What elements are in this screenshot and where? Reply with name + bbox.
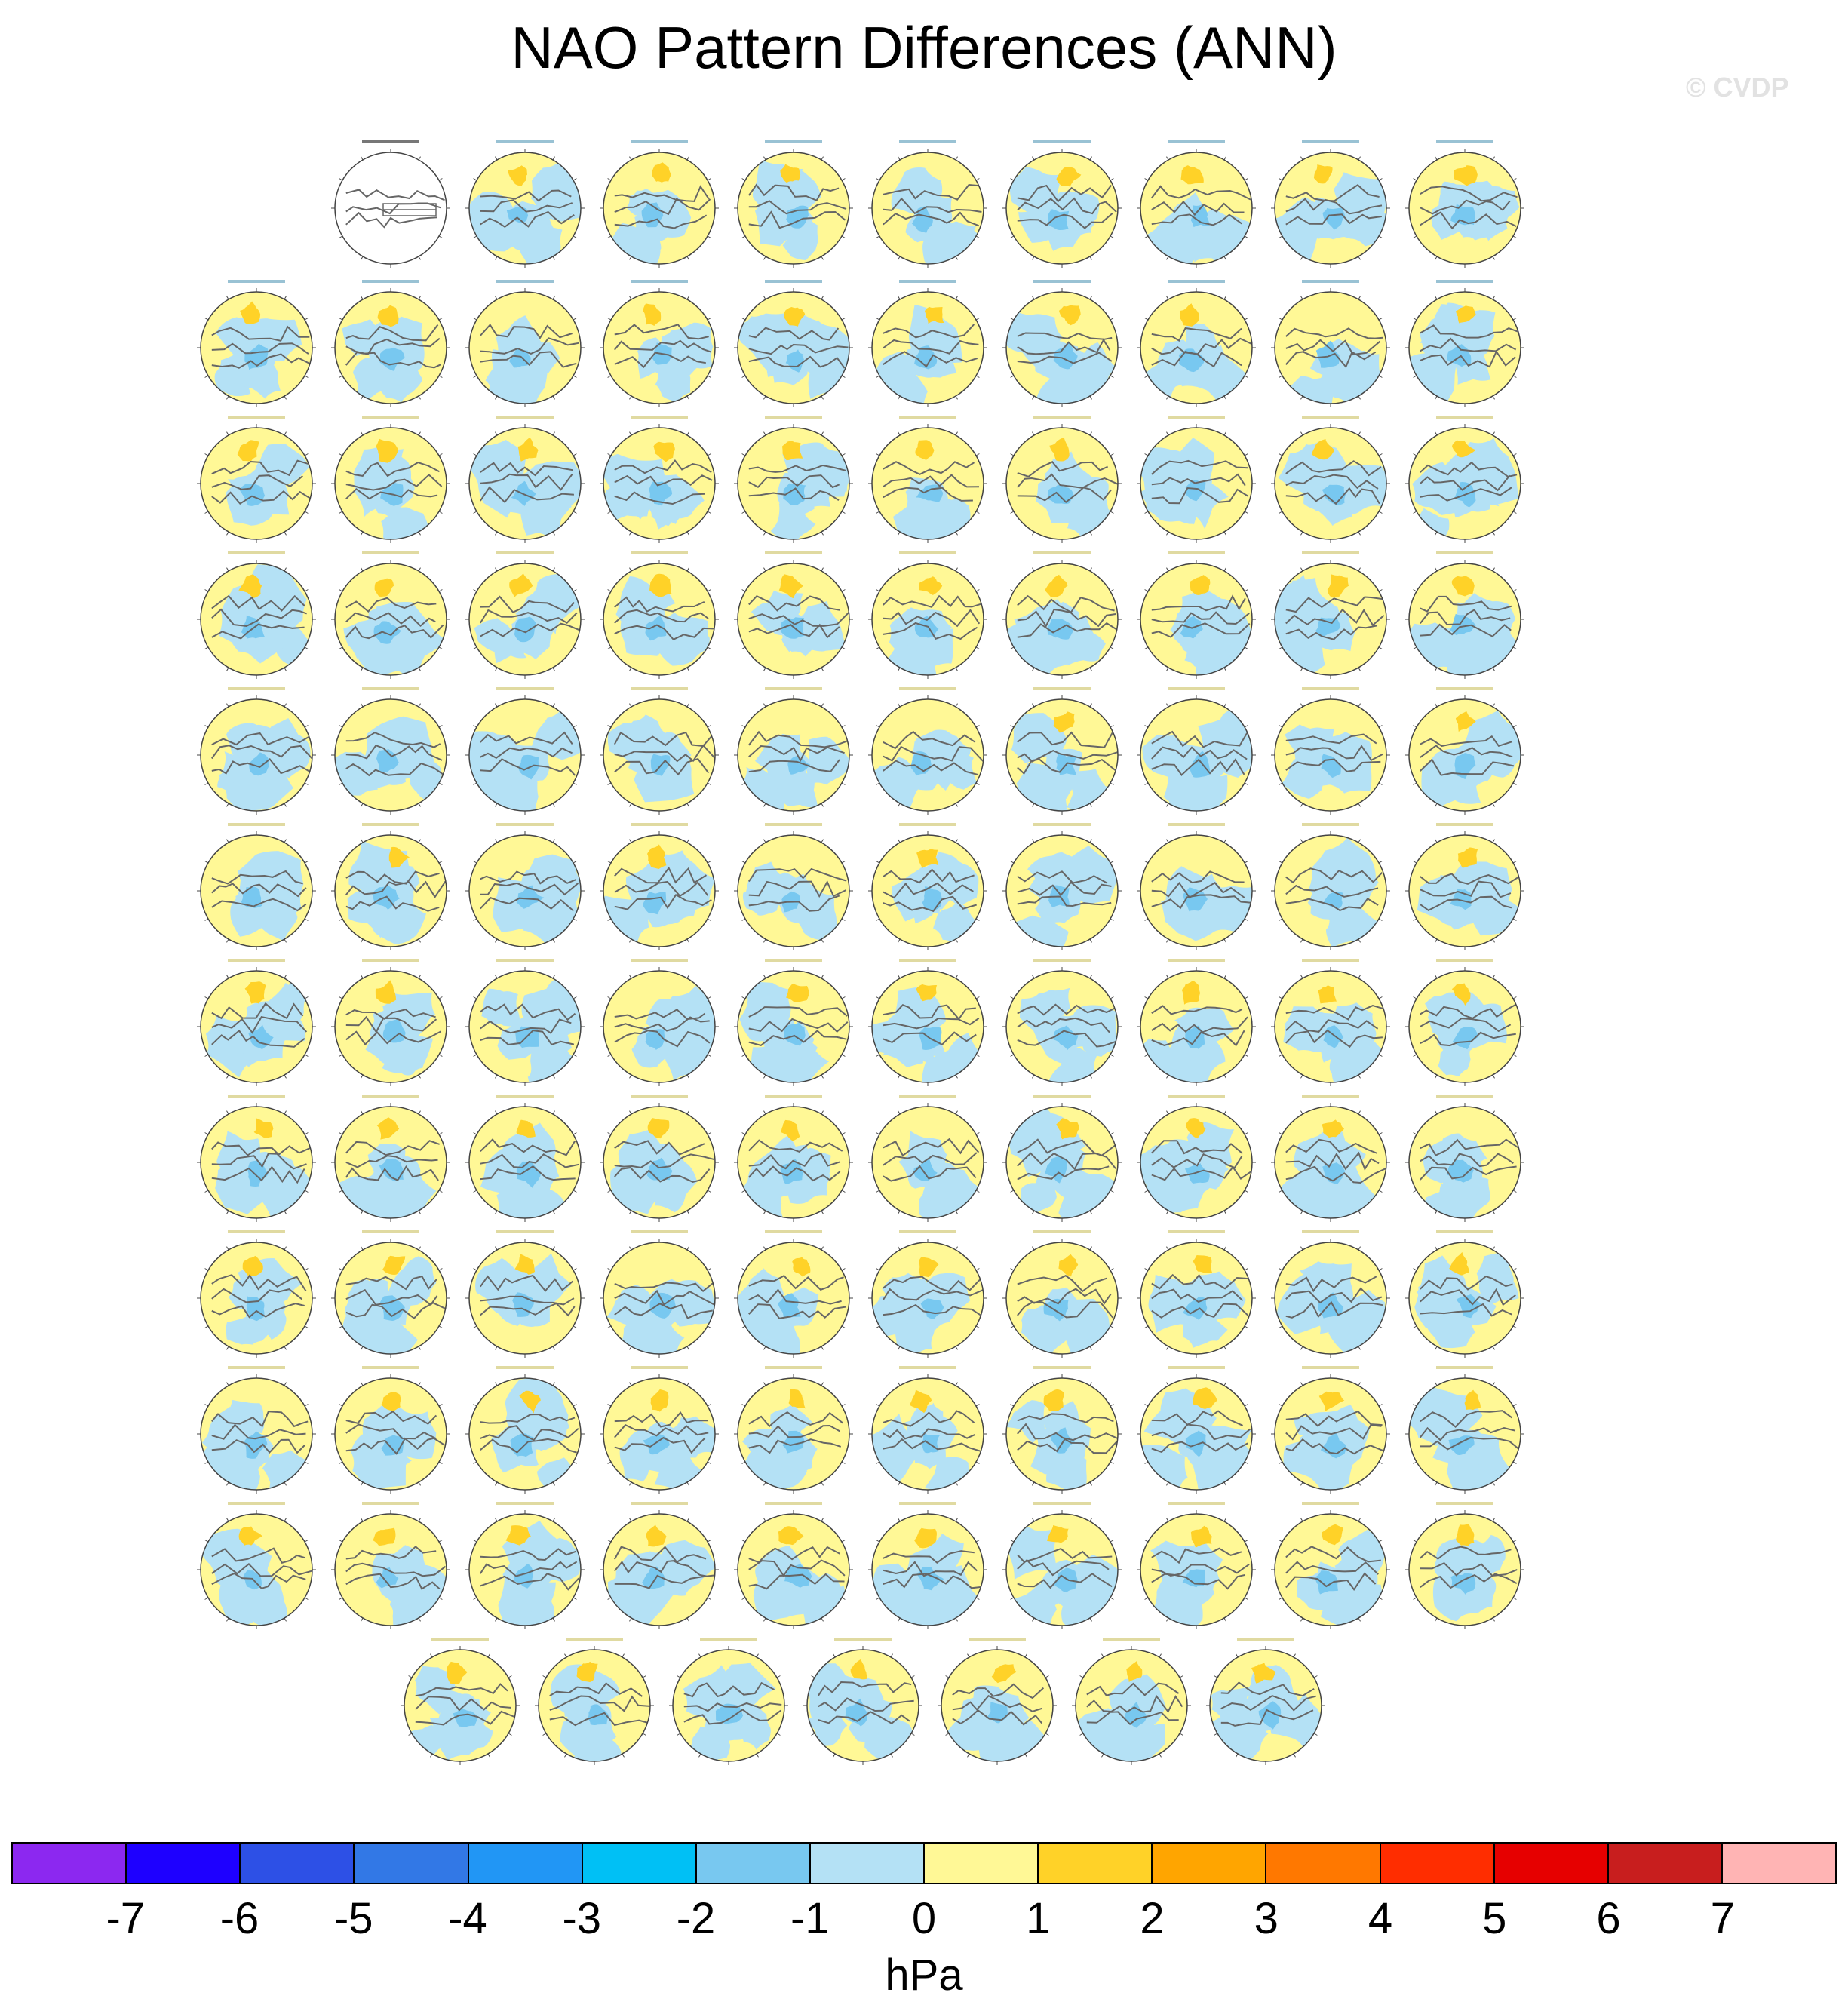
map-panel bbox=[1270, 140, 1395, 268]
panel-label-mark bbox=[1168, 959, 1225, 962]
panel-label-mark bbox=[362, 1502, 419, 1505]
colorbar-box bbox=[13, 1844, 127, 1883]
map-panel bbox=[331, 1366, 450, 1494]
panel-label-mark bbox=[765, 416, 822, 419]
map-panel bbox=[1002, 416, 1122, 543]
colorbar-box bbox=[1039, 1844, 1153, 1883]
panel-label-mark bbox=[1302, 416, 1359, 419]
map-panel bbox=[465, 1230, 585, 1358]
map-panel bbox=[734, 823, 853, 950]
map-panel bbox=[197, 551, 316, 679]
map-panel bbox=[1405, 823, 1524, 950]
panel-label-mark bbox=[362, 1230, 419, 1233]
panel-label-mark bbox=[1436, 280, 1493, 283]
panel-label-mark bbox=[228, 1230, 285, 1233]
panel-label-mark bbox=[631, 280, 688, 283]
panel-label-mark bbox=[496, 1230, 554, 1233]
colorbar-box bbox=[925, 1844, 1039, 1883]
map-panel bbox=[331, 140, 450, 268]
panel-label-mark bbox=[1168, 1230, 1225, 1233]
map-panel bbox=[1002, 1230, 1122, 1358]
chart-title: NAO Pattern Differences (ANN) bbox=[511, 14, 1337, 81]
colorbar-tick-label: 4 bbox=[1368, 1894, 1393, 1943]
map-panel bbox=[1271, 280, 1390, 419]
colorbar bbox=[11, 1842, 1837, 1884]
map-panel bbox=[600, 1366, 729, 1498]
map-panel bbox=[1002, 687, 1122, 831]
map-panel bbox=[734, 959, 853, 1097]
panel-label-mark bbox=[1033, 1502, 1091, 1505]
map-panel bbox=[327, 687, 450, 815]
colorbar-box bbox=[1609, 1844, 1723, 1883]
panel-label-mark bbox=[362, 551, 419, 554]
panel-label-mark bbox=[899, 1366, 956, 1369]
panel-label-mark bbox=[631, 1230, 688, 1233]
map-panel bbox=[938, 1638, 1057, 1780]
panel-label-mark bbox=[362, 416, 419, 419]
panel-label-mark bbox=[1436, 1502, 1493, 1505]
panel-label-mark bbox=[228, 687, 285, 690]
map-panel bbox=[599, 416, 719, 543]
map-panel bbox=[331, 823, 450, 950]
colorbar-tick-label: 1 bbox=[1026, 1894, 1051, 1943]
map-panel bbox=[1271, 1502, 1390, 1632]
panel-label-mark bbox=[1033, 1095, 1091, 1098]
map-panel bbox=[465, 280, 585, 415]
map-panel bbox=[857, 687, 987, 825]
colorbar-tick-label: -5 bbox=[333, 1894, 373, 1943]
map-panel bbox=[1002, 280, 1122, 422]
map-panel bbox=[734, 280, 855, 407]
panel-label-mark bbox=[899, 551, 956, 554]
panel-label-mark bbox=[765, 959, 822, 962]
map-panel bbox=[197, 1095, 321, 1222]
panel-label-mark bbox=[1168, 280, 1225, 283]
map-panel bbox=[734, 687, 853, 817]
colorbar-box bbox=[127, 1844, 241, 1883]
map-panel bbox=[1271, 1230, 1390, 1359]
colorbar-box bbox=[1266, 1844, 1380, 1883]
map-panel bbox=[1137, 687, 1261, 832]
map-panel bbox=[197, 959, 316, 1086]
panel-label-mark bbox=[1302, 687, 1359, 690]
map-panel bbox=[197, 1230, 316, 1358]
map-panel bbox=[868, 1230, 987, 1358]
colorbar-box bbox=[241, 1844, 355, 1883]
panel-label-mark bbox=[631, 1502, 688, 1505]
colorbar-box bbox=[355, 1844, 468, 1883]
colorbar-tick-label: 6 bbox=[1596, 1894, 1621, 1943]
colorbar-tick-label: -4 bbox=[448, 1894, 487, 1943]
map-panel bbox=[401, 1638, 520, 1765]
map-panel bbox=[1405, 959, 1524, 1086]
panel-label-mark bbox=[496, 823, 554, 826]
panel-label-mark bbox=[362, 1366, 419, 1369]
panel-label-mark bbox=[631, 416, 688, 419]
panel-label-mark bbox=[362, 959, 419, 962]
map-panel bbox=[454, 687, 590, 821]
panel-label-mark bbox=[899, 687, 956, 690]
panel-label-mark bbox=[765, 140, 822, 143]
map-panel bbox=[1002, 823, 1122, 959]
panel-label-mark bbox=[765, 280, 822, 283]
map-panel bbox=[1405, 140, 1524, 268]
map-panel bbox=[465, 823, 585, 953]
map-panel bbox=[868, 1095, 989, 1232]
map-panel bbox=[1135, 140, 1256, 295]
panel-label-mark bbox=[1302, 140, 1359, 143]
map-panel bbox=[1067, 1638, 1191, 1779]
map-panel bbox=[197, 823, 316, 950]
colorbar-tick-label: -7 bbox=[106, 1894, 146, 1943]
panel-label-mark bbox=[1436, 551, 1493, 554]
panel-label-mark bbox=[496, 1502, 554, 1505]
panel-label-mark bbox=[765, 1095, 822, 1098]
map-panel bbox=[197, 1502, 316, 1629]
panel-label-mark bbox=[431, 1638, 489, 1641]
panel-label-mark bbox=[1436, 140, 1493, 143]
panel-label-mark bbox=[969, 1638, 1026, 1641]
colorbar-tick-label: 2 bbox=[1140, 1894, 1165, 1943]
panel-label-mark bbox=[1033, 140, 1091, 143]
map-panel bbox=[734, 1095, 853, 1233]
map-panel bbox=[867, 1502, 995, 1642]
map-panel bbox=[868, 959, 990, 1108]
map-panel bbox=[1137, 1502, 1256, 1632]
map-panel bbox=[1133, 1366, 1258, 1502]
panel-label-mark bbox=[631, 1366, 688, 1369]
map-panel bbox=[1002, 1095, 1126, 1232]
map-panel bbox=[600, 687, 719, 815]
map-panel bbox=[197, 280, 316, 407]
panel-label-mark bbox=[496, 959, 554, 962]
panel-label-mark bbox=[1436, 1095, 1493, 1098]
map-panel bbox=[331, 959, 450, 1086]
panel-label-mark bbox=[1302, 823, 1359, 826]
colorbar-box bbox=[1381, 1844, 1495, 1883]
map-panel bbox=[734, 140, 853, 268]
panel-label-mark bbox=[496, 140, 554, 143]
panel-label-mark bbox=[631, 140, 688, 143]
map-panel bbox=[1137, 551, 1256, 692]
map-panel bbox=[1137, 959, 1256, 1091]
map-panel bbox=[669, 1638, 788, 1765]
panel-label-mark bbox=[1168, 687, 1225, 690]
panel-label-mark bbox=[228, 1502, 285, 1505]
map-panel bbox=[1133, 416, 1256, 543]
panel-label-mark bbox=[765, 1366, 822, 1369]
map-panel bbox=[1137, 1230, 1256, 1358]
panel-label-mark bbox=[1436, 959, 1493, 962]
panel-label-mark bbox=[700, 1638, 757, 1641]
map-panel bbox=[1206, 1638, 1328, 1765]
map-panel bbox=[1401, 551, 1535, 700]
map-panel bbox=[1002, 1366, 1122, 1495]
panel-label-mark bbox=[228, 280, 285, 283]
panel-label-mark bbox=[631, 551, 688, 554]
panel-label-mark bbox=[765, 551, 822, 554]
map-panel bbox=[1002, 1502, 1125, 1641]
panel-label-mark bbox=[1436, 416, 1493, 419]
panel-label-mark bbox=[899, 1502, 956, 1505]
map-panel bbox=[1271, 823, 1390, 950]
map-panel bbox=[331, 1502, 450, 1634]
panel-label-mark bbox=[631, 823, 688, 826]
map-panel bbox=[1405, 1366, 1524, 1503]
map-panel bbox=[1271, 1095, 1390, 1239]
colorbar-tick-label: -6 bbox=[219, 1894, 259, 1943]
map-panel bbox=[859, 1366, 987, 1506]
colorbar-box bbox=[469, 1844, 583, 1883]
panel-label-mark bbox=[1168, 140, 1225, 143]
panel-label-mark bbox=[899, 1095, 956, 1098]
panel-label-mark bbox=[899, 1230, 956, 1233]
panel-label-mark bbox=[1033, 1230, 1091, 1233]
panel-label-mark bbox=[1168, 823, 1225, 826]
panel-label-mark bbox=[1033, 959, 1091, 962]
panel-label-mark bbox=[496, 687, 554, 690]
map-panel bbox=[600, 1230, 719, 1366]
panel-label-mark bbox=[1033, 823, 1091, 826]
colorbar-tick-label: -2 bbox=[676, 1894, 716, 1943]
panel-label-mark bbox=[1302, 1095, 1359, 1098]
panel-label-mark bbox=[362, 280, 419, 283]
map-panel bbox=[1002, 959, 1122, 1098]
panel-label-mark bbox=[1436, 823, 1493, 826]
colorbar-tick-label: 7 bbox=[1710, 1894, 1735, 1943]
panel-label-mark bbox=[631, 1095, 688, 1098]
map-panel bbox=[1405, 687, 1530, 815]
colorbar-box bbox=[697, 1844, 811, 1883]
panel-label-mark bbox=[1168, 1366, 1225, 1369]
map-panel bbox=[734, 1502, 853, 1635]
map-panel bbox=[600, 1095, 719, 1222]
panel-label-mark bbox=[1033, 1366, 1091, 1369]
panel-label-mark bbox=[1033, 280, 1091, 283]
map-panel bbox=[1271, 416, 1397, 543]
panel-label-mark bbox=[496, 1095, 554, 1098]
panel-label-mark bbox=[1033, 687, 1091, 690]
panel-label-mark bbox=[1302, 551, 1359, 554]
panel-label-mark bbox=[496, 551, 554, 554]
panel-label-mark bbox=[362, 687, 419, 690]
panel-label-mark bbox=[1168, 416, 1225, 419]
colorbar-tick-label: 0 bbox=[911, 1894, 937, 1943]
map-panel bbox=[465, 1366, 585, 1506]
map-panel bbox=[1405, 1095, 1524, 1236]
panel-label-mark bbox=[899, 280, 956, 283]
map-panel bbox=[460, 416, 588, 543]
map-panel bbox=[465, 140, 587, 276]
panel-label-mark bbox=[228, 823, 285, 826]
map-panel bbox=[998, 551, 1122, 684]
map-panel bbox=[331, 280, 450, 407]
panel-label-mark bbox=[1302, 1502, 1359, 1505]
panel-label-mark bbox=[899, 823, 956, 826]
map-panel bbox=[331, 416, 450, 555]
map-panel bbox=[803, 1638, 922, 1765]
map-panel bbox=[1401, 280, 1524, 412]
panel-label-mark bbox=[765, 1230, 822, 1233]
panel-label-mark bbox=[228, 551, 285, 554]
map-panel bbox=[734, 1366, 853, 1497]
panel-label-mark bbox=[228, 959, 285, 962]
colorbar-tick-label: -3 bbox=[562, 1894, 602, 1943]
colorbar-box bbox=[1723, 1844, 1835, 1883]
panel-label-mark bbox=[1168, 1095, 1225, 1098]
map-panel bbox=[600, 959, 722, 1086]
panel-label-mark bbox=[899, 959, 956, 962]
panel-label-mark bbox=[631, 687, 688, 690]
panel-label-mark bbox=[1033, 416, 1091, 419]
panel-label-mark bbox=[899, 416, 956, 419]
panel-label-mark bbox=[1302, 280, 1359, 283]
panel-label-mark bbox=[496, 280, 554, 283]
map-panel bbox=[1137, 280, 1256, 410]
colorbar-box bbox=[583, 1844, 697, 1883]
panel-label-mark bbox=[1168, 551, 1225, 554]
map-panel bbox=[465, 959, 591, 1097]
map-panel bbox=[1002, 140, 1122, 268]
panel-label-mark bbox=[362, 140, 419, 143]
colorbar-tick-label: -1 bbox=[790, 1894, 830, 1943]
map-panel bbox=[535, 1638, 654, 1770]
colorbar-box bbox=[1153, 1844, 1266, 1883]
map-panel bbox=[331, 1230, 450, 1376]
map-panel bbox=[1271, 1366, 1390, 1498]
panel-label-mark bbox=[362, 1095, 419, 1098]
map-panel bbox=[734, 551, 853, 679]
map-panel bbox=[1137, 823, 1256, 950]
map-panel bbox=[729, 1230, 853, 1379]
panel-label-mark bbox=[1033, 551, 1091, 554]
panel-label-mark bbox=[765, 823, 822, 826]
map-panel bbox=[196, 1366, 316, 1507]
panel-label-mark bbox=[765, 1502, 822, 1505]
map-panel bbox=[1265, 551, 1390, 679]
map-panel bbox=[1405, 1502, 1524, 1629]
map-panel bbox=[465, 1502, 585, 1650]
colorbar-tick-label: 3 bbox=[1254, 1894, 1279, 1943]
watermark: © CVDP bbox=[1686, 72, 1789, 103]
panel-label-mark bbox=[631, 959, 688, 962]
colorbar-units: hPa bbox=[885, 1951, 963, 2000]
panel-label-mark bbox=[1168, 1502, 1225, 1505]
panel-label-mark bbox=[1436, 687, 1493, 690]
panel-label-mark bbox=[566, 1638, 623, 1641]
map-panel bbox=[1405, 416, 1524, 550]
panel-label-mark bbox=[1237, 1638, 1294, 1641]
colorbar-box bbox=[1495, 1844, 1609, 1883]
map-panel bbox=[868, 823, 987, 950]
panel-label-mark bbox=[899, 140, 956, 143]
panel-label-mark bbox=[765, 687, 822, 690]
panel-label-mark bbox=[362, 823, 419, 826]
map-panel bbox=[1271, 687, 1390, 815]
colorbar-box bbox=[811, 1844, 925, 1883]
map-panel bbox=[600, 280, 719, 407]
map-panel bbox=[197, 416, 316, 543]
map-panel bbox=[1405, 1230, 1524, 1358]
map-panel bbox=[197, 687, 316, 815]
panel-label-mark bbox=[1436, 1366, 1493, 1369]
panel-label-mark bbox=[834, 1638, 892, 1641]
map-panel bbox=[331, 1095, 450, 1230]
colorbar-tick-label: 5 bbox=[1482, 1894, 1507, 1943]
panel-label-mark bbox=[1103, 1638, 1160, 1641]
map-panel bbox=[868, 551, 987, 698]
map-panel bbox=[868, 280, 987, 414]
panel-label-mark bbox=[496, 1366, 554, 1369]
panel-label-mark bbox=[1302, 1366, 1359, 1369]
panel-label-mark bbox=[1302, 959, 1359, 962]
panel-label-mark bbox=[496, 416, 554, 419]
map-panel bbox=[868, 140, 987, 274]
map-panel bbox=[588, 823, 719, 956]
map-panel bbox=[600, 1502, 719, 1629]
map-panel bbox=[1271, 959, 1392, 1106]
map-panel bbox=[868, 416, 987, 551]
map-panel bbox=[331, 551, 450, 682]
panel-label-mark bbox=[1436, 1230, 1493, 1233]
panel-label-mark bbox=[1302, 1230, 1359, 1233]
panel-label-mark bbox=[228, 1095, 285, 1098]
map-panel bbox=[734, 416, 853, 545]
map-panel bbox=[600, 140, 719, 281]
map-panel bbox=[600, 551, 719, 679]
map-panel bbox=[1137, 1095, 1256, 1222]
map-panel bbox=[465, 1095, 585, 1232]
panel-label-mark bbox=[228, 416, 285, 419]
panel-label-mark bbox=[228, 1366, 285, 1369]
map-panel bbox=[465, 551, 585, 679]
